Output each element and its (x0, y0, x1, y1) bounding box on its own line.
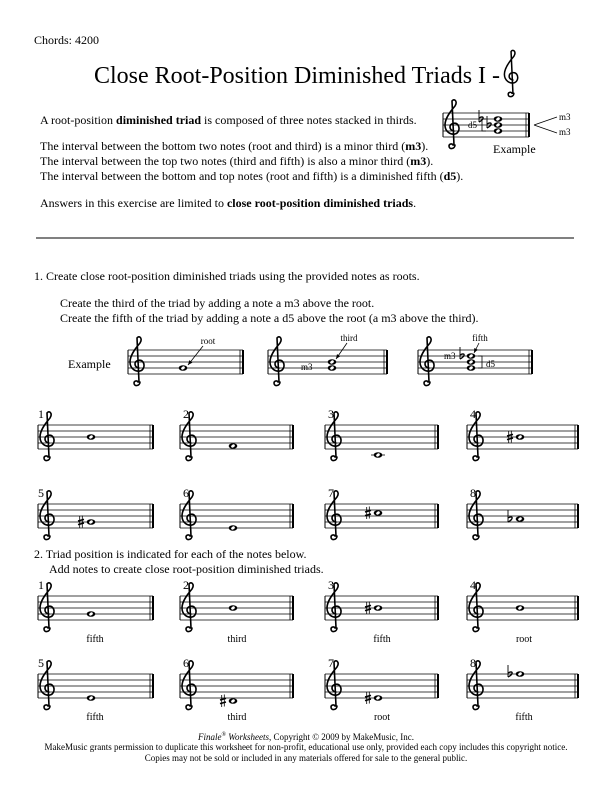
whole-note (467, 365, 476, 371)
whole-note (365, 507, 382, 520)
m3-label: m3 (444, 351, 456, 361)
part1-instruction-1: Create the third of the triad by adding a note a m3 above the root. (60, 296, 375, 310)
title-treble-clef-icon (504, 50, 517, 96)
treble-clef-icon (270, 337, 284, 386)
whole-note (229, 525, 238, 531)
triad-position-label: fifth (515, 712, 533, 723)
whole-note (371, 452, 385, 458)
third-arrow (336, 343, 347, 359)
exercise-number: 2 (183, 407, 189, 421)
fifth-label: fifth (472, 333, 488, 343)
part1-instruction-2: Create the fifth of the triad by adding a note a d5 above the root (a m3 above the third). (60, 311, 479, 325)
whole-note (328, 359, 337, 365)
part1-exercise-3 (325, 407, 438, 461)
flat-icon (487, 116, 491, 128)
exercise-staff (38, 412, 153, 461)
sharp-icon (365, 507, 371, 520)
footer-restriction: Copies may not be sold or included in any materials offered for sale to the general public. (144, 753, 468, 763)
exercise-staff (38, 661, 153, 710)
whole-note (516, 605, 525, 611)
exercise-number: 8 (470, 486, 476, 500)
part2-exercise-4 (467, 578, 578, 645)
exercise-number: 8 (470, 656, 476, 670)
intro-line-1: A root-position diminished triad is composed of three notes stacked in thirds. (40, 113, 417, 127)
exercise-number: 1 (38, 407, 44, 421)
exercise-staff (467, 491, 578, 540)
exercise-number: 5 (38, 486, 44, 500)
part1-exercise-1 (38, 407, 153, 461)
flat-icon (479, 110, 483, 122)
intro-line-2: The interval between the bottom two notes (root and third) is a minor third (m3). (40, 139, 429, 153)
triad-position-label: fifth (86, 634, 104, 645)
whole-note (328, 365, 337, 371)
exercise-staff (180, 412, 293, 461)
exercise-staff (180, 491, 293, 540)
exercise-staff (38, 491, 153, 540)
exercise-number: 5 (38, 656, 44, 670)
whole-note (220, 695, 237, 708)
exercise-number: 2 (183, 578, 189, 592)
part1-exercise-4 (467, 407, 578, 461)
triad-position-label: third (227, 634, 247, 645)
treble-clef-icon (420, 337, 434, 386)
part2-heading-2: Add notes to create close root-position diminished triads. (49, 562, 324, 576)
flat-icon (460, 347, 464, 359)
fifth-arrow (474, 343, 479, 353)
exercise-number: 6 (183, 486, 189, 500)
triad-position-label: root (373, 712, 391, 723)
part1-example-label: Example (68, 357, 111, 371)
exercise-number: 7 (328, 656, 334, 670)
part2-exercise-6 (180, 656, 293, 723)
whole-note (87, 611, 96, 617)
part1-exercise-6 (180, 486, 293, 540)
part2-exercise-2 (180, 578, 293, 645)
whole-note (508, 665, 524, 677)
whole-note (467, 359, 476, 365)
whole-note (229, 443, 238, 449)
intro-line-4: The interval between the bottom and top notes (root and fifth) is a diminished fifth (d5). (40, 169, 464, 183)
exercise-number: 3 (328, 407, 334, 421)
part2-exercise-staves (38, 578, 578, 723)
third-label: third (340, 333, 358, 343)
whole-note (467, 353, 476, 359)
whole-note (87, 434, 96, 440)
exercise-staff (38, 583, 153, 632)
treble-clef-icon (130, 337, 144, 386)
whole-note (179, 365, 188, 371)
exercise-staff (325, 491, 438, 540)
m3-bottom-label: m3 (559, 127, 571, 137)
part2-exercise-8 (467, 656, 578, 723)
exercise-staff (467, 661, 578, 710)
m3-wedge (534, 117, 557, 133)
part1-heading: 1. Create close root-position diminished triads using the provided notes as roots. (34, 269, 420, 283)
m3-top-label: m3 (559, 112, 571, 122)
part2-exercise-5 (38, 656, 153, 723)
exercise-number: 4 (470, 407, 476, 421)
exercise-number: 4 (470, 578, 476, 592)
part1-exercise-8 (467, 486, 578, 540)
exercise-number: 3 (328, 578, 334, 592)
whole-note (494, 128, 503, 134)
part2-exercise-1 (38, 578, 153, 645)
exercise-number: 7 (328, 486, 334, 500)
exercise-staff (325, 412, 438, 461)
worksheet-code: Chords: 4200 (34, 33, 100, 47)
triad-position-label: fifth (86, 712, 104, 723)
part2-exercise-7 (325, 656, 438, 723)
d5-label: d5 (486, 359, 495, 369)
triad-position-label: fifth (373, 634, 391, 645)
triad-position-label: root (515, 634, 533, 645)
footer-permission: MakeMusic grants permission to duplicate this worksheet for non-profit, educational use only, provided each copy includes this copyright notice. (44, 742, 568, 752)
part1-exercise-5 (38, 486, 153, 540)
triad-position-label: third (227, 712, 247, 723)
example-third-staff (268, 337, 387, 386)
intro-example-label: Example (493, 142, 536, 156)
whole-note (87, 695, 96, 701)
m3-label: m3 (301, 362, 313, 372)
exercise-number: 1 (38, 578, 44, 592)
whole-note (494, 116, 503, 122)
footer-copyright: Finale® Worksheets, Copyright © 2009 by MakeMusic, Inc. (197, 732, 415, 742)
treble-clef-icon (445, 100, 459, 149)
example-root-staff (128, 337, 243, 386)
part2-exercise-3 (325, 578, 438, 645)
d5-label: d5 (468, 120, 477, 130)
page-title: Close Root-Position Diminished Triads I - (94, 63, 501, 89)
part1-example-staves (128, 333, 532, 386)
part2-heading-1: 2. Triad position is indicated for each of the notes below. (34, 547, 307, 561)
intro-line-3: The interval between the top two notes (third and fifth) is also a minor third (m3). (40, 154, 434, 168)
answers-note: Answers in this exercise are limited to close root-position diminished triads. (40, 196, 417, 210)
root-label: root (200, 336, 216, 346)
part1-exercise-7 (325, 486, 438, 540)
whole-note (494, 122, 503, 128)
part1-exercise-staves (38, 407, 578, 540)
exercise-number: 6 (183, 656, 189, 670)
flat-icon (508, 665, 512, 677)
part1-exercise-2 (180, 407, 293, 461)
sharp-icon (220, 695, 226, 708)
whole-note (229, 605, 238, 611)
exercise-staff (325, 661, 438, 710)
